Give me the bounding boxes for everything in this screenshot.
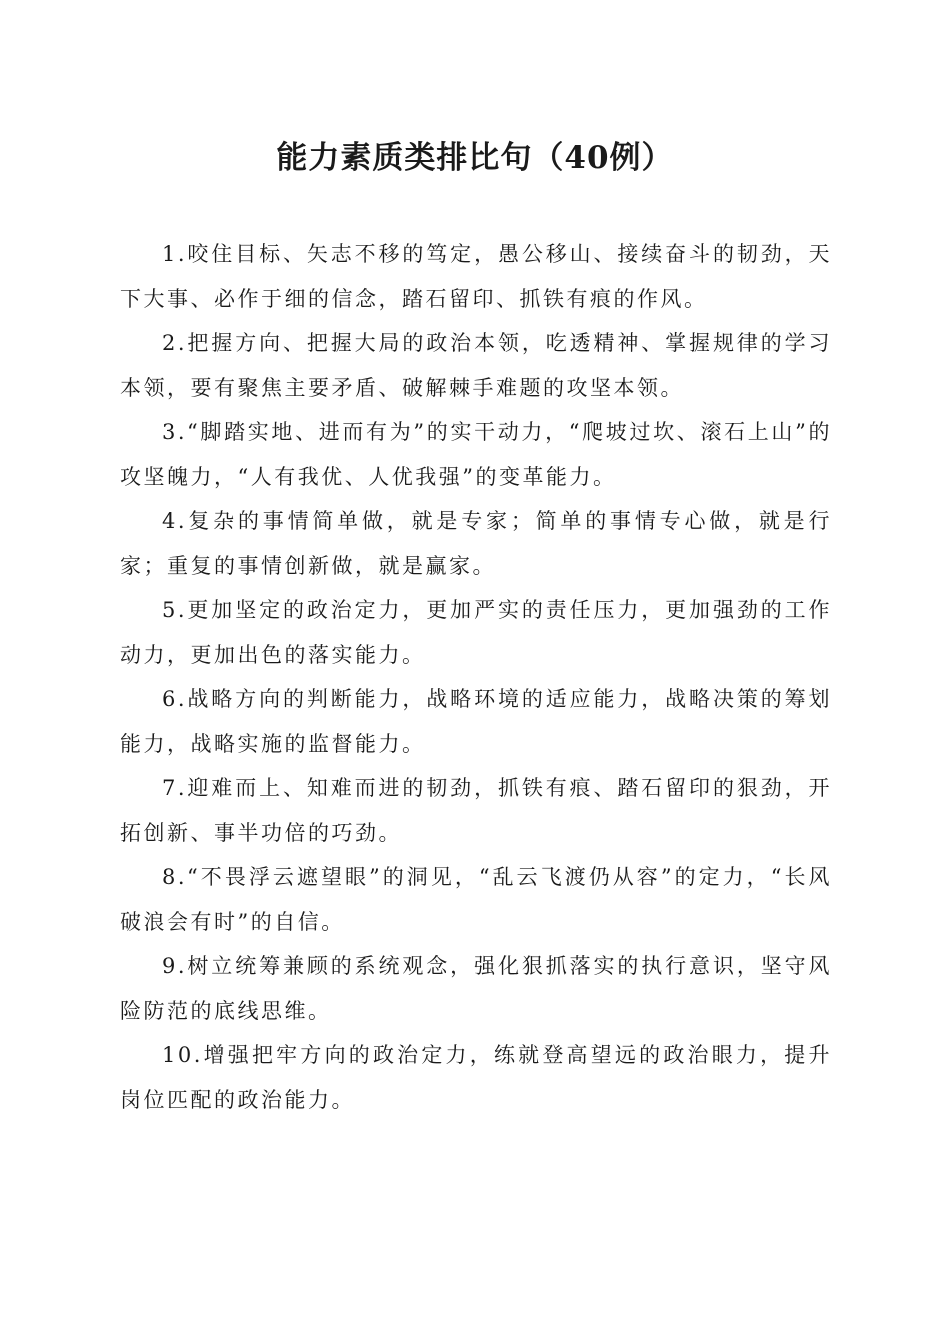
document-title: 能力素质类排比句（40例） (276, 140, 674, 176)
document-body (120, 232, 832, 1122)
paragraph-4: 4.复杂的事情简单做，就是专家；简单的事情专心做，就是行家；重复的事情创新做，就是赢家。 (120, 509, 832, 578)
paragraph-1: 1.咬住目标、矢志不移的笃定，愚公移山、接续奋斗的韧劲，天下大事、必作于细的信念，踏石留印、抓铁有痕的作风。 (120, 242, 832, 311)
paragraph-9: 9.树立统筹兼顾的系统观念，强化狠抓落实的执行意识，坚守风险防范的底线思维。 (120, 954, 832, 1023)
paragraph-7: 7.迎难而上、知难而进的韧劲，抓铁有痕、踏石留印的狠劲，开拓创新、事半功倍的巧劲。 (120, 776, 832, 845)
paragraph-10: 10.增强把牢方向的政治定力，练就登高望远的政治眼力，提升岗位匹配的政治能力。 (120, 1043, 832, 1112)
paragraph-8: 8.“不畏浮云遮望眼”的洞见，“乱云飞渡仍从容”的定力，“长风破浪会有时”的自信。 (120, 865, 832, 934)
paragraph-6: 6.战略方向的判断能力，战略环境的适应能力，战略决策的筹划能力，战略实施的监督能力。 (120, 687, 832, 756)
paragraph-3: 3.“脚踏实地、进而有为”的实干动力，“爬坡过坎、滚石上山”的攻坚魄力，“人有我优、人优我强”的变革能力。 (120, 420, 832, 489)
paragraph-2: 2.把握方向、把握大局的政治本领，吃透精神、掌握规律的学习本领，要有聚焦主要矛盾、破解棘手难题的攻坚本领。 (120, 331, 832, 400)
paragraph-5: 5.更加坚定的政治定力，更加严实的责任压力，更加强劲的工作动力，更加出色的落实能力。 (120, 598, 832, 667)
